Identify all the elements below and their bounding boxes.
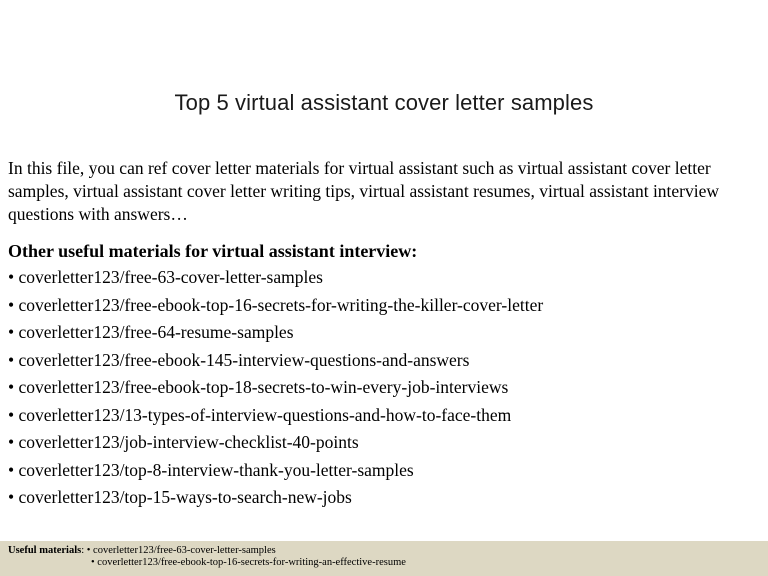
- footer-line-1: [8, 545, 760, 557]
- list-item[interactable]: • coverletter123/top-15-ways-to-search-new-jobs: [8, 487, 352, 507]
- main-content: [8, 157, 760, 512]
- list-item[interactable]: • coverletter123/free-ebook-top-18-secrets-to-win-every-job-interviews: [8, 377, 509, 397]
- page-title: Top 5 virtual assistant cover letter samples: [174, 90, 594, 115]
- list-item[interactable]: • coverletter123/free-ebook-145-interview-questions-and-answers: [8, 349, 470, 370]
- intro-paragraph: In this file, you can ref cover letter materials for virtual assistant such as virtual assistant cover letter samples, virtual assistant cover letter writing tips, virtual assistant resumes, virtual assistant interview questions with answers…: [8, 158, 720, 224]
- materials-list: [8, 264, 760, 512]
- footer-label: Useful materials: [8, 545, 82, 556]
- footer-line-2: [8, 557, 760, 569]
- list-item[interactable]: • coverletter123/top-8-interview-thank-you-letter-samples: [8, 459, 414, 480]
- list-item[interactable]: • coverletter123/free-64-resume-samples: [8, 322, 294, 342]
- list-item[interactable]: • coverletter123/free-ebook-top-16-secrets-for-writing-the-killer-cover-letter: [8, 294, 544, 315]
- footer-link[interactable]: • coverletter123/free-63-cover-letter-samples: [86, 545, 276, 556]
- footer-separator: :: [81, 545, 87, 556]
- footer-link[interactable]: • coverletter123/free-ebook-top-16-secrets-for-writing-an-effective-resume: [91, 557, 406, 568]
- materials-heading: Other useful materials for virtual assistant interview:: [8, 241, 418, 261]
- list-item[interactable]: • coverletter123/13-types-of-interview-questions-and-how-to-face-them: [8, 404, 512, 425]
- list-item[interactable]: • coverletter123/free-63-cover-letter-samples: [8, 267, 323, 287]
- footer-bar: [0, 541, 768, 576]
- footer-content: [8, 545, 760, 569]
- list-item[interactable]: • coverletter123/job-interview-checklist-40-points: [8, 432, 359, 452]
